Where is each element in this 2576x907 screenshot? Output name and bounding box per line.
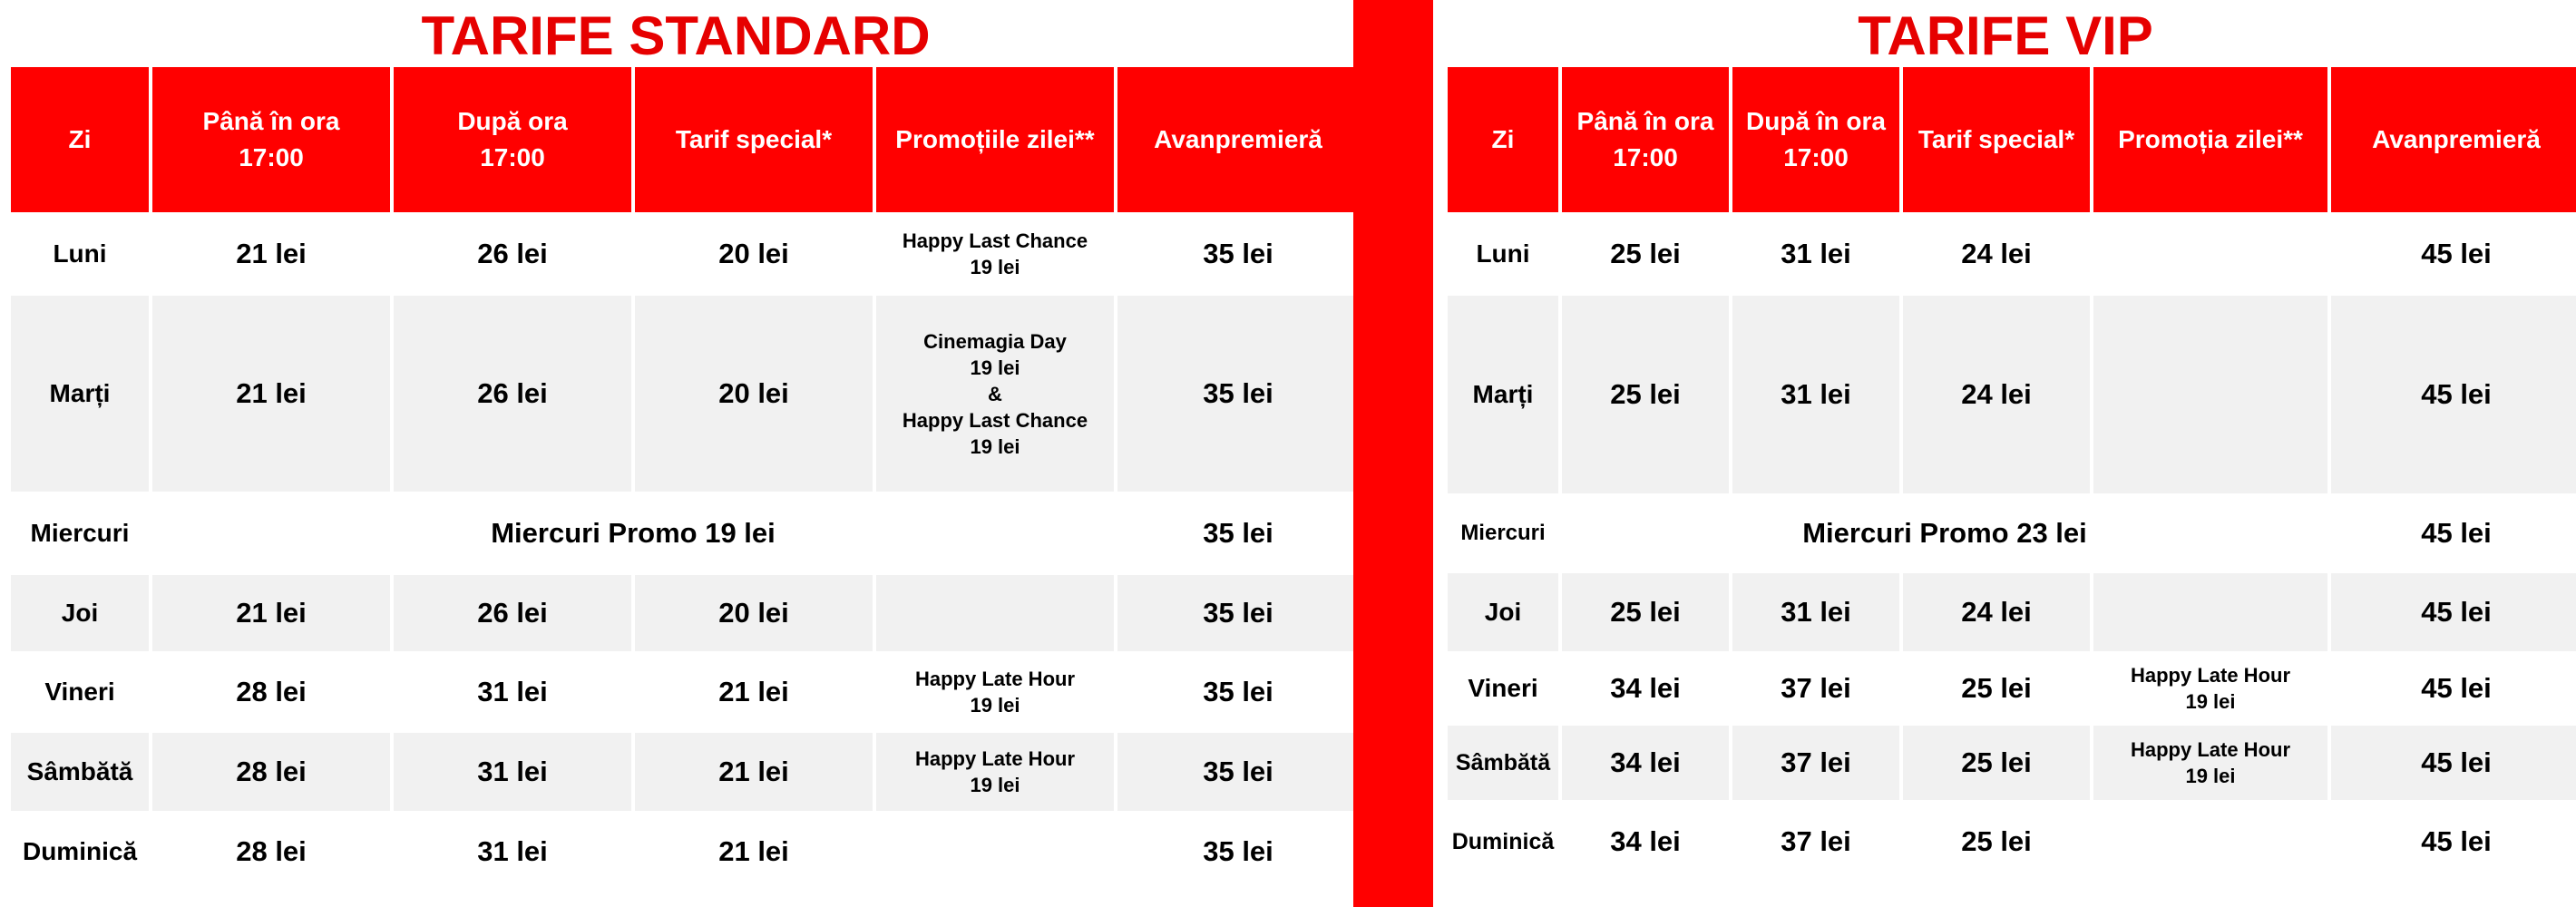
day-cell: Joi: [11, 575, 149, 651]
price-cell: 20 lei: [635, 575, 873, 651]
header-special-rate: Tarif special*: [1903, 67, 2090, 212]
premiere-price-cell: 45 lei: [2421, 825, 2492, 857]
promo-cell: [2093, 296, 2327, 493]
table-row: [1448, 726, 2576, 800]
promo-cell: [876, 811, 1114, 892]
vip-panel: [1448, 0, 2563, 883]
promo-cell: Happy Late Hour 19 lei: [2130, 664, 2291, 713]
price-cell: 25 lei: [1961, 825, 2032, 857]
price-cell: 37 lei: [1781, 825, 1851, 857]
price-cell: 20 lei: [635, 296, 873, 492]
day-cell: Joi: [1448, 573, 1558, 651]
table-row: [1448, 493, 2576, 573]
premiere-price-cell: 45 lei: [2331, 296, 2576, 493]
price-cell: 28 lei: [236, 676, 307, 707]
price-cell: 21 lei: [152, 575, 390, 651]
premiere-price-cell: 45 lei: [2421, 238, 2492, 269]
premiere-price-cell: 45 lei: [2331, 573, 2576, 651]
price-cell: 25 lei: [1903, 726, 2090, 800]
price-cell: 31 lei: [477, 676, 548, 707]
price-cell: 37 lei: [1781, 672, 1851, 704]
premiere-price-cell: 35 lei: [1203, 835, 1273, 867]
price-cell: 31 lei: [1781, 238, 1851, 269]
header-promotions: Promoțiile zilei**: [876, 67, 1114, 212]
day-cell: Duminică: [22, 837, 138, 865]
header-before-17: Până în ora 17:00: [1562, 67, 1729, 212]
premiere-price-cell: 35 lei: [1203, 517, 1273, 549]
price-cell: 31 lei: [1732, 296, 1899, 493]
promo-cell: Happy Late Hour 19 lei: [876, 733, 1114, 811]
price-cell: 25 lei: [1562, 296, 1729, 493]
header-after-17: După ora 17:00: [394, 67, 631, 212]
price-cell: 25 lei: [1610, 238, 1681, 269]
price-cell: 28 lei: [152, 733, 390, 811]
price-cell: 37 lei: [1732, 726, 1899, 800]
price-cell: 34 lei: [1562, 726, 1729, 800]
promo-cell: [2093, 212, 2327, 296]
price-cell: 25 lei: [1562, 573, 1729, 651]
table-row: [1448, 212, 2576, 296]
day-cell: Vineri: [44, 678, 115, 706]
vip-header-row: [1448, 67, 2576, 212]
table-row: [11, 492, 1359, 575]
price-cell: 34 lei: [1610, 672, 1681, 704]
price-cell: 20 lei: [718, 238, 789, 269]
premiere-price-cell: 45 lei: [2421, 672, 2492, 704]
premiere-price-cell: 35 lei: [1203, 676, 1273, 707]
promo-cell: Happy Late Hour 19 lei: [2093, 726, 2327, 800]
header-promotion: Promoția zilei**: [2093, 67, 2327, 212]
day-cell: Miercuri: [1460, 521, 1546, 545]
premiere-price-cell: 35 lei: [1117, 296, 1359, 492]
merged-promo-cell: Miercuri Promo 23 lei: [1802, 517, 2087, 549]
table-row: [1448, 651, 2576, 726]
price-cell: 21 lei: [152, 296, 390, 492]
header-special-rate: Tarif special*: [635, 67, 873, 212]
day-cell: Marți: [1448, 296, 1558, 493]
day-cell: Luni: [1476, 239, 1530, 268]
header-premiere: Avanpremieră: [2331, 67, 2576, 212]
table-row: [1448, 573, 2576, 651]
table-row: [11, 651, 1359, 733]
header-day: Zi: [1448, 67, 1558, 212]
premiere-price-cell: 35 lei: [1203, 238, 1273, 269]
price-cell: 25 lei: [1961, 672, 2032, 704]
promo-cell: [2093, 573, 2327, 651]
table-row: [11, 811, 1359, 892]
merged-promo-cell: Miercuri Promo 19 lei: [491, 517, 776, 549]
price-cell: 31 lei: [477, 835, 548, 867]
table-row: [11, 733, 1359, 811]
promo-cell: Happy Last Chance 19 lei: [902, 229, 1088, 278]
promo-cell: [876, 575, 1114, 651]
table-row: [11, 575, 1359, 651]
premiere-price-cell: 35 lei: [1117, 575, 1359, 651]
day-cell: Duminică: [1451, 828, 1555, 854]
premiere-price-cell: 35 lei: [1117, 733, 1359, 811]
day-cell: Luni: [53, 239, 107, 268]
standard-header-row: [11, 67, 1359, 212]
day-cell: Marți: [11, 296, 149, 492]
price-cell: 26 lei: [394, 296, 631, 492]
price-cell: 31 lei: [1732, 573, 1899, 651]
price-cell: 31 lei: [394, 733, 631, 811]
premiere-price-cell: 45 lei: [2331, 726, 2576, 800]
table-row: [11, 212, 1359, 296]
price-cell: 24 lei: [1903, 573, 2090, 651]
price-cell: 26 lei: [394, 575, 631, 651]
promo-cell: Cinemagia Day 19 lei & Happy Last Chance 19 lei: [876, 296, 1114, 492]
header-premiere: Avanpremieră: [1117, 67, 1359, 212]
promo-cell: [2093, 800, 2327, 883]
standard-title: TARIFE STANDARD: [421, 5, 931, 66]
vip-title: TARIFE VIP: [1858, 5, 2153, 66]
price-cell: 21 lei: [718, 835, 789, 867]
header-after-17: După în ora 17:00: [1732, 67, 1899, 212]
price-cell: 21 lei: [718, 676, 789, 707]
promo-cell: Happy Late Hour 19 lei: [914, 668, 1076, 717]
price-cell: 21 lei: [236, 238, 307, 269]
price-cell: 34 lei: [1610, 825, 1681, 857]
day-cell: Vineri: [1468, 674, 1538, 702]
price-cell: 28 lei: [236, 835, 307, 867]
day-cell: Sâmbătă: [1448, 726, 1558, 800]
table-row: [1448, 296, 2576, 493]
day-cell: Sâmbătă: [11, 733, 149, 811]
premiere-price-cell: 45 lei: [2421, 517, 2492, 549]
price-cell: 24 lei: [1903, 296, 2090, 493]
day-cell: Miercuri: [30, 519, 130, 547]
vip-price-table: [1444, 67, 2576, 883]
price-cell: 24 lei: [1961, 238, 2032, 269]
header-before-17: Până în ora 17:00: [152, 67, 390, 212]
price-cell: 26 lei: [477, 238, 548, 269]
table-row: [11, 296, 1359, 492]
red-divider: [1353, 0, 1433, 907]
table-row: [1448, 800, 2576, 883]
header-day: Zi: [11, 67, 149, 212]
standard-panel: [11, 0, 1341, 892]
price-cell: 21 lei: [635, 733, 873, 811]
standard-price-table: [7, 67, 1362, 892]
